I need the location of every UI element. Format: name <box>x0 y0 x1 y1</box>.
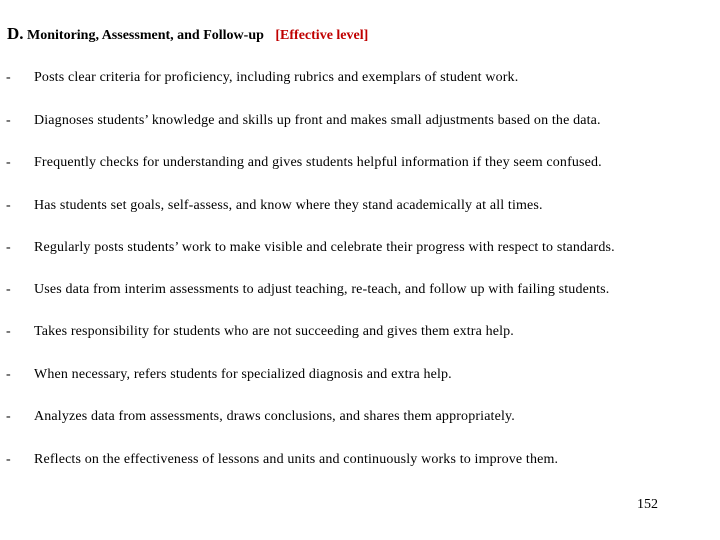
list-item <box>0 238 720 258</box>
list-item-text: When necessary, refers students for specialized diagnosis and extra help. <box>34 367 452 382</box>
list-item <box>0 153 720 173</box>
list-item-text: Diagnoses students’ knowledge and skills up front and makes small adjustments based on the data. <box>34 113 601 128</box>
list-dash: - <box>6 367 11 382</box>
list-item-text: Frequently checks for understanding and gives students helpful information if they seem confused. <box>34 155 602 170</box>
list-item-text: Uses data from interim assessments to adjust teaching, re-teach, and follow up with failing students. <box>34 282 610 297</box>
level-label: [Effective level] <box>275 28 369 43</box>
list-item <box>0 365 720 385</box>
list-dash: - <box>6 113 11 128</box>
list-item <box>0 407 720 427</box>
list-dash: - <box>6 240 11 255</box>
section-title: Monitoring, Assessment, and Follow-up <box>27 28 264 43</box>
list-item-text: Reflects on the effectiveness of lessons and units and continuously works to improve them. <box>34 452 559 467</box>
list-dash: - <box>6 198 11 213</box>
list-item <box>0 280 720 300</box>
list-dash: - <box>6 282 11 297</box>
list-item-text: Analyzes data from assessments, draws conclusions, and shares them appropriately. <box>34 409 515 424</box>
section-letter: D. <box>7 24 24 43</box>
list-dash: - <box>6 70 11 85</box>
section-heading <box>7 24 368 46</box>
page-number: 152 <box>637 497 658 512</box>
list-dash: - <box>6 324 11 339</box>
list-dash: - <box>6 155 11 170</box>
list-item-text: Posts clear criteria for proficiency, including rubrics and exemplars of student work. <box>34 70 519 85</box>
list-item-text: Regularly posts students’ work to make visible and celebrate their progress with respect to standards. <box>34 240 615 255</box>
list-item <box>0 450 720 470</box>
list-item <box>0 111 720 131</box>
list-dash: - <box>6 452 11 467</box>
list-item <box>0 322 720 342</box>
list-item-text: Takes responsibility for students who are not succeeding and gives them extra help. <box>34 324 514 339</box>
list-item-text: Has students set goals, self-assess, and know where they stand academically at all times. <box>34 198 543 213</box>
list-item <box>0 196 720 216</box>
list-dash: - <box>6 409 11 424</box>
list-item <box>0 68 720 88</box>
